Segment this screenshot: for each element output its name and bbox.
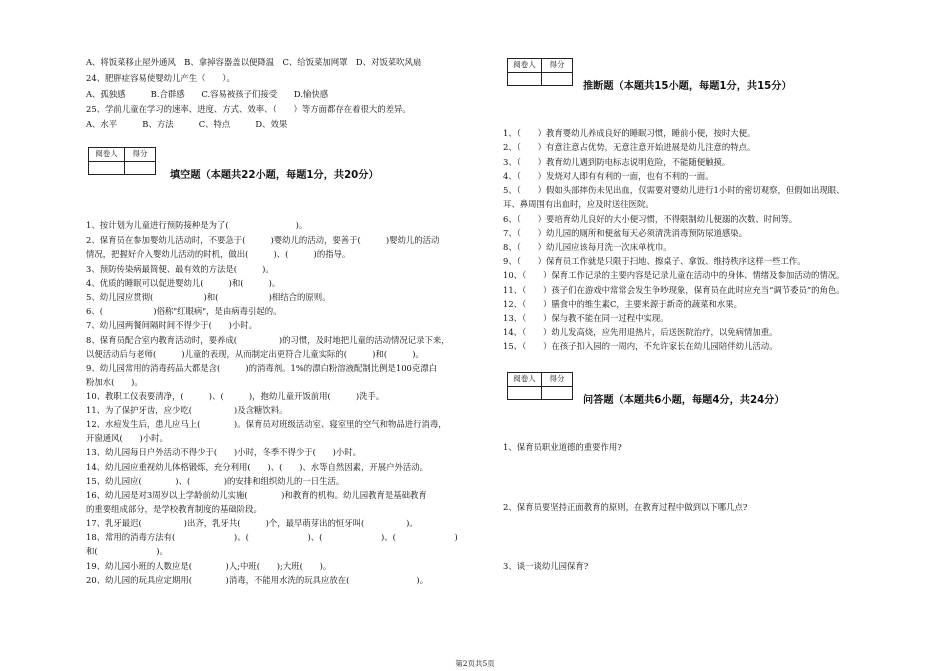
judge-line: 10、（ ）保育工作记录的主要内容是记录儿童在活动中的身体、情绪及参加活动的情况。 [503, 270, 845, 280]
fill-line: 6、( )俗称"红眼病"，是由病毒引起的。 [86, 306, 282, 316]
judge-line: 12、（ ）膳食中的维生素C，主要来源于新奇的蔬菜和水果。 [503, 299, 742, 309]
fill-line: 开窗通风( )小时。 [86, 433, 168, 443]
judge-line: 2、（ ）有意注意占优势，无意注意开始进展是幼儿注意的特点。 [503, 142, 756, 152]
reviewer-label: 阅卷人 [89, 148, 124, 162]
fill-line: 17、乳牙最迟( )出齐，乳牙共( )个，最早萌芽出的恒牙叫( )。 [86, 518, 418, 528]
fill-line: 2、保育员在参加婴幼儿活动时，不要急于( )婴幼儿的活动，要善于( )婴幼儿的活动 [86, 235, 440, 245]
judge-line: 9、（ ）保育员工作就是只限于扫地、擦桌子、拿饭、维持秩序这样一些工作。 [503, 256, 806, 266]
judge-line: 3、（ ）教育幼儿遇到防电标志说明危险，不能随便触摸。 [503, 157, 731, 167]
qa-question: 2、保育员要坚持正面教育的原则，在教育过程中做到以下哪几点? [503, 502, 748, 512]
question-24-options: A、孤独感 B.合群感 C.容易被孩子们接受 D.愉快感 [86, 89, 329, 99]
score-label: 得分 [542, 59, 572, 73]
fill-line: 3、预防传染病最简便、最有效的方法是( )。 [86, 264, 274, 274]
judge-line: 11、（ ）孩子们在游戏中常常会发生争吵现象，保育员在此时应充当“调节委员”的角色。 [503, 285, 845, 295]
fill-line: 情况，把握好介入婴幼儿活动的时机，做出( )、( )的指导。 [86, 249, 351, 259]
judge-line: 14、（ ）幼儿发高烧，应先用退热片，后送医院治疗，以免病情加重。 [503, 327, 778, 337]
fill-line: 14、幼儿园应重视幼儿体格锻炼，充分利用( )、( )、水等自然因素，开展户外活动。 [86, 462, 428, 472]
judge-line: 耳、鼻周围有出血时，应及时送往医院。 [503, 199, 654, 209]
fill-line: 和( )。 [86, 546, 168, 556]
judge-line: 4、（ ）发烧对人即有有利的一面，也有不利的一面。 [503, 171, 714, 181]
score-label: 得分 [542, 373, 572, 387]
fill-line: 9、幼儿园常用的消毒药品大都是含( )的消毒剂。1%的漂白粉溶液配制比例是100克漂白 [86, 363, 438, 373]
qa-question: 3、谈一谈幼儿园保育? [503, 561, 589, 571]
fill-line: 8、保育员配合室内教育活动时，要养成( )的习惯，及时地把儿童的活动情况记录下来， [86, 335, 450, 345]
qa-section-title: 问答题（本题共6小题，每题4分，共24分） [583, 395, 785, 406]
judge-line: 6、（ ）要培育幼儿良好的大小便习惯，不得限制幼儿便溺的次数、时间等。 [503, 214, 798, 224]
page-number: 第2页共5页 [455, 659, 495, 668]
score-label: 得分 [125, 148, 155, 162]
judge-section-title: 推断题（本题共15小题，每题1分，共15分） [583, 81, 792, 92]
score-box-qa [507, 372, 573, 400]
fill-line: 5、幼儿园应贯彻( )和( )相结合的原则。 [86, 292, 331, 302]
question-25-options: A、水平 B、方法 C、特点 D、效果 [86, 119, 288, 129]
fill-line: 13、幼儿园每日户外活动不得少于( )小时，冬季不得少于( )小时。 [86, 447, 361, 457]
fill-line: 7、幼儿园两餐间隔时间不得少于( )小时。 [86, 320, 257, 330]
fill-line: 11、为了保护牙齿，应少吃( )及含糖饮料。 [86, 405, 288, 415]
score-box-judge [507, 58, 573, 86]
question-25: 25、学前儿童在学习的速率、进度、方式、效率、（ ）等方面都存在着很大的差异。 [86, 104, 411, 114]
fill-line: 以便活动后与老师( )儿童的表现，从而制定出更符合儿童实际的( )和( )。 [86, 349, 424, 359]
fill-line: 12、水痘发生后，患儿应马上( )。保育员对班级活动室、寝室里的空气和物品进行消毒， [86, 419, 447, 429]
fill-line: 4、优质的睡眠可以促进婴幼儿( )和( )。 [86, 278, 281, 288]
judge-line: 7、（ ）幼儿园的厕所和便盆每天必须清洗消毒预防尿道感染。 [503, 228, 748, 238]
judge-line: 13、（ ）保与教不能在同一过程中实现。 [503, 313, 669, 323]
question-24: 24、肥胖症容易使婴幼儿产生（ ）。 [86, 73, 235, 83]
reviewer-label: 阅卷人 [508, 59, 541, 73]
score-box-fill [88, 147, 156, 175]
fill-line: 20、幼儿园的玩具应定期用( )消毒，不能用水洗的玩具应放在( )。 [86, 575, 428, 585]
fill-section-title: 填空题（本题共22小题，每题1分，共20分） [170, 170, 379, 181]
judge-line: 1、（ ）教育婴幼儿养成良好的睡眠习惯，睡前小便，按时大便。 [503, 128, 756, 138]
fill-line: 18、常用的消毒方法有( )、( )、( )、( ) [86, 532, 458, 542]
fill-line: 15、幼儿园应( )、( )的安排和组织幼儿的一日生活。 [86, 476, 345, 486]
fill-line: 1、按计划为儿童进行预防接种是为了( )。 [86, 220, 308, 230]
fill-line: 的重要组成部分，是学校教育制度的基础阶段。 [86, 504, 262, 514]
fill-line: 10、教职工仪表要清净，( )、( )，抱幼儿童开饭前用( )洗手。 [86, 391, 385, 401]
qa-question: 1、保育员职业道德的重要作用? [503, 442, 622, 452]
judge-line: 15、（ ）在孩子扣入园的一周内，不允许家长在幼儿园陪伴幼儿活动。 [503, 341, 778, 351]
judge-line: 8、（ ）幼儿园应该每月洗一次床单枕巾。 [503, 242, 672, 252]
fill-line: 19、幼儿园小班的人数应是( )人;中班( );大班( )。 [86, 561, 332, 571]
fill-line: 16、幼儿园是对3周岁以上学龄前幼儿实施( )和教育的机构。幼儿园教育是基础教育 [86, 490, 427, 500]
question-23-options: A、将饭菜移止屋外通风 B、拿掉容器盖以便降温 C、给饭菜加网罩 D、对饭菜吹风扇 [86, 57, 422, 67]
reviewer-label: 阅卷人 [508, 373, 541, 387]
fill-line: 粉加水( )。 [86, 377, 143, 387]
judge-line: 5、（ ）假如头部摔伤未见出血，仅需要对婴幼儿进行1小时的密切观察，但假如出现眼、 [503, 185, 845, 195]
